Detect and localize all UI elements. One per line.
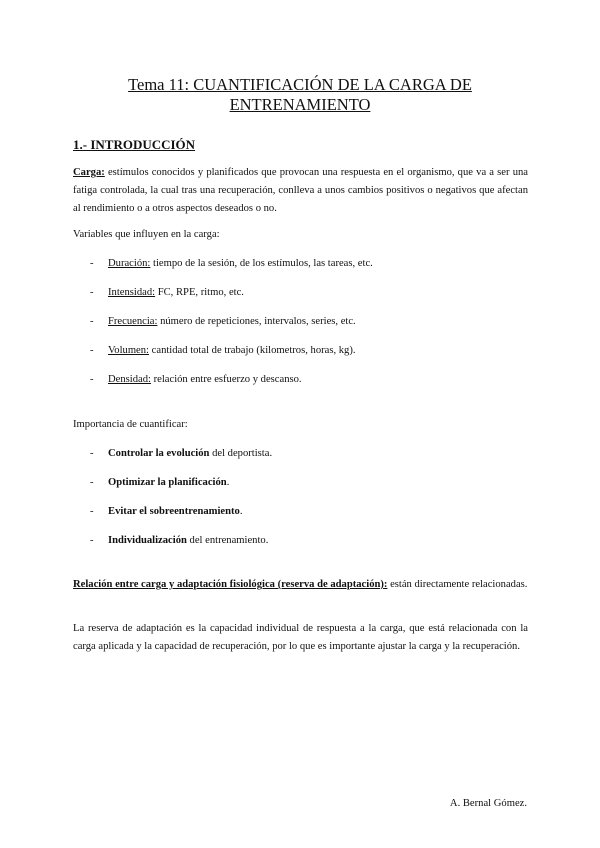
variable-text: cantidad total de trabajo (kilometros, horas, kg).: [149, 345, 356, 356]
carga-term: Carga:: [73, 167, 105, 178]
bullet-dash: -: [90, 448, 94, 459]
variable-item-frecuencia: [90, 315, 356, 329]
variable-term: Frecuencia:: [108, 316, 158, 327]
bullet-dash: -: [90, 316, 94, 327]
variable-term: Intensidad:: [108, 287, 156, 298]
importancia-intro: Importancia de cuantificar:: [73, 419, 188, 430]
importancia-item-optimizar: [90, 476, 229, 490]
bullet-dash: -: [90, 535, 94, 546]
importancia-term: Optimizar la planificación: [108, 477, 227, 488]
variable-text: número de repeticiones, intervalos, series, etc.: [157, 316, 356, 327]
importancia-term: Evitar el sobreentrenamiento: [108, 506, 240, 517]
importancia-text: .: [226, 477, 230, 488]
importancia-term: Individualización: [108, 535, 187, 546]
importancia-text: .: [239, 506, 243, 517]
relacion-paragraph: [73, 576, 528, 594]
variable-text: relación entre esfuerzo y descanso.: [150, 374, 302, 385]
bullet-dash: -: [90, 477, 94, 488]
carga-text: estímulos conocidos y planificados que provocan una respuesta en el organismo, que va a ser una fatiga controlada, la cual tras una recuperación, conlleva a unos cambios positivos o negativos que afectan al rendimiento o a otros aspectos deseados o no.: [73, 167, 528, 214]
variable-term: Volumen:: [108, 345, 150, 356]
importancia-term: Controlar la evolución: [108, 448, 210, 459]
importancia-text: del entrenamiento.: [186, 535, 269, 546]
author-footer: A. Bernal Gómez.: [449, 798, 527, 809]
section-heading: 1.- INTRODUCCIÓN: [73, 137, 196, 152]
importancia-item-controlar: [90, 447, 272, 461]
bullet-dash: -: [90, 287, 94, 298]
bullet-dash: -: [90, 374, 94, 385]
variable-item-volumen: [90, 344, 356, 358]
title-line-2: ENTRENAMIENTO: [229, 95, 371, 114]
importancia-text: del deportista.: [209, 448, 273, 459]
variable-term: Densidad:: [108, 374, 151, 385]
relacion-term: Relación entre carga y adaptación fisiológica (reserva de adaptación):: [73, 579, 388, 590]
variable-item-duracion: [90, 257, 373, 271]
variable-term: Duración:: [108, 258, 151, 269]
bullet-dash: -: [90, 506, 94, 517]
variable-text: tiempo de la sesión, de los estímulos, las tareas, etc.: [150, 258, 373, 269]
importancia-item-individualizacion: [90, 534, 268, 548]
variable-text: FC, RPE, ritmo, etc.: [155, 287, 244, 298]
title-line-1: Tema 11: CUANTIFICACIÓN DE LA CARGA DE: [128, 75, 472, 94]
reserva-paragraph: La reserva de adaptación es la capacidad individual de respuesta a la carga, que está relacionada con la carga aplicada y la capacidad de recuperación, por lo que es importante ajustar la carga y la recuperación.: [73, 623, 528, 652]
importancia-item-evitar: [90, 505, 242, 519]
carga-definition: [73, 164, 528, 218]
variable-item-intensidad: [90, 286, 244, 300]
variables-intro: Variables que influyen en la carga:: [73, 229, 220, 240]
variable-item-densidad: [90, 373, 302, 387]
bullet-dash: -: [90, 258, 94, 269]
page-title: [60, 75, 540, 115]
relacion-text: están directamente relacionadas.: [387, 579, 528, 590]
bullet-dash: -: [90, 345, 94, 356]
